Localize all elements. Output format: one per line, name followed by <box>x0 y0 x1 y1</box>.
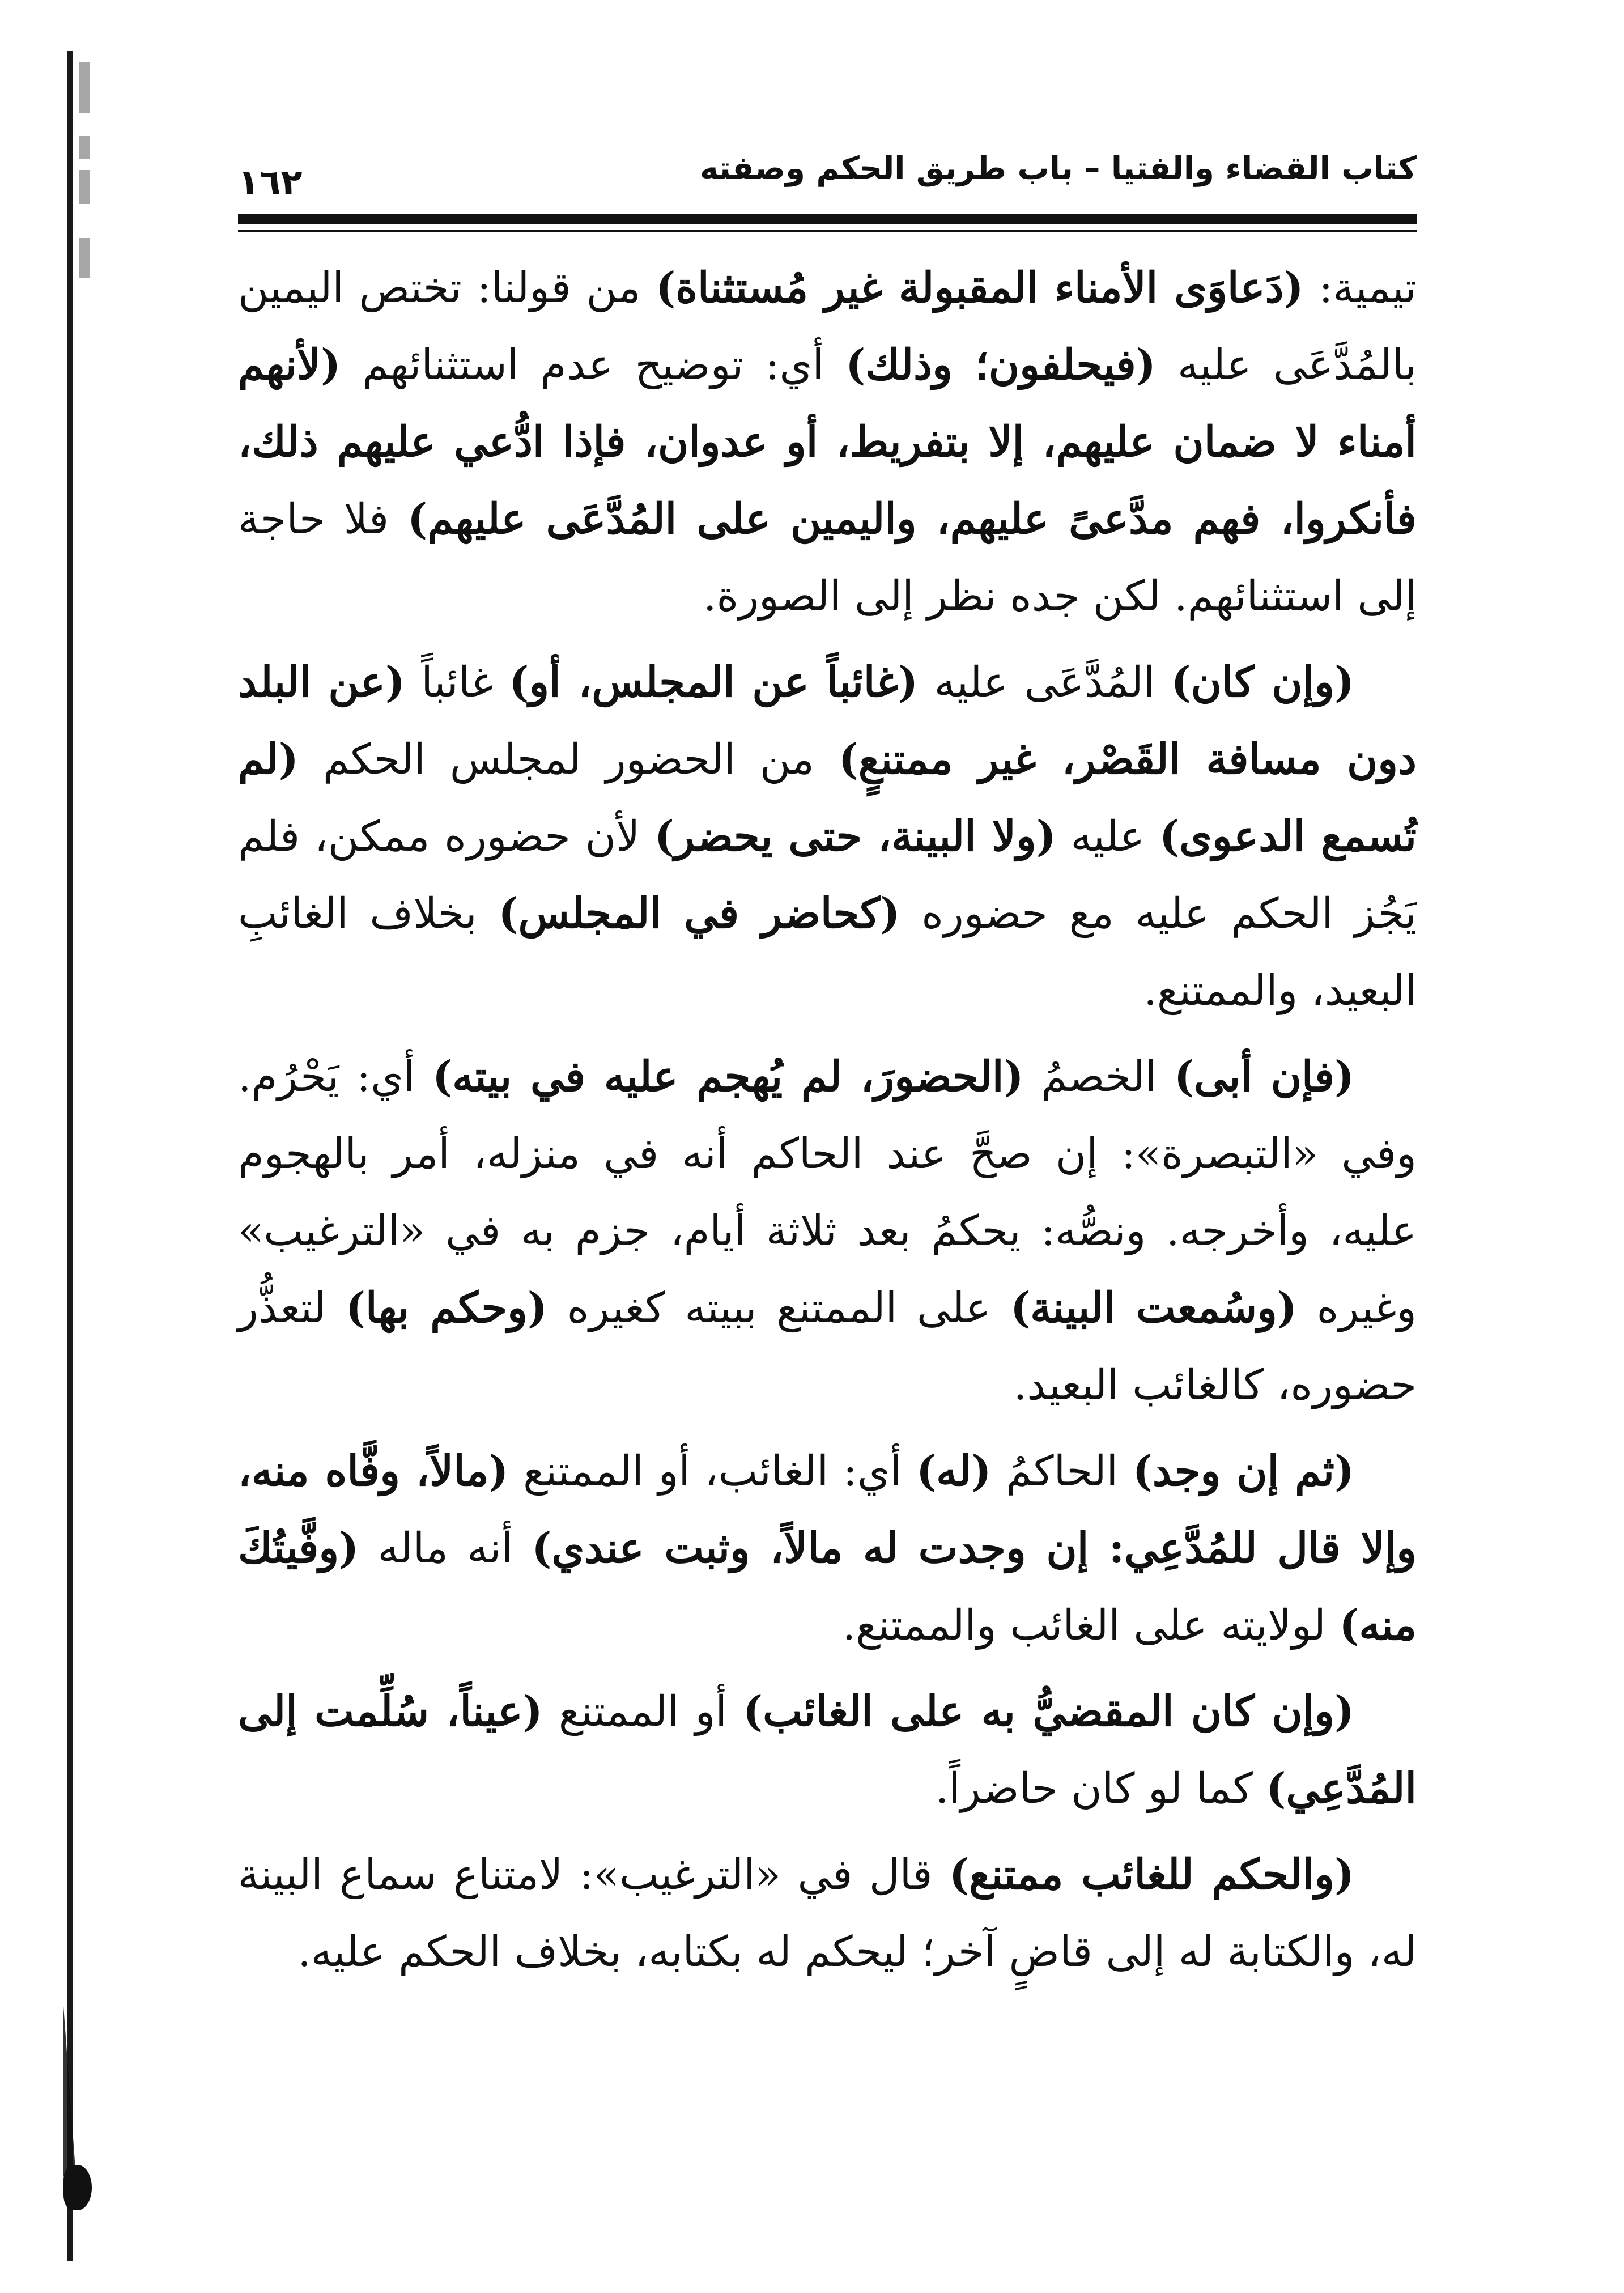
scan-gutter-line <box>67 51 73 2261</box>
text-segment: عليه <box>1056 812 1159 861</box>
text-segment: قال في «الترغيب»: لامتناع سماع البينة له، والكتابة له إلى قاضٍ آخر؛ ليحكم له بكتابه، بخلاف الحكم عليه. <box>238 1850 1417 1976</box>
bold-text-segment: (مالاً، وفَّاه منه، وإلا قال للمُدَّعِي: إن وجدت له مالاً، وثبت عندي) <box>238 1447 1417 1573</box>
text-segment: أي: الغائب، أو الممتنع <box>508 1447 917 1496</box>
paragraph <box>238 1673 1417 1827</box>
bold-text-segment: (ولا البينة، حتى يحضر) <box>654 812 1056 861</box>
bold-text-segment: (له) <box>916 1447 992 1496</box>
page-number: ١٦٢ <box>238 162 303 203</box>
text-segment: غائباً <box>405 658 509 707</box>
bold-text-segment: (فيحلفون؛ وذلك) <box>845 341 1156 389</box>
bold-text-segment: (الحضورَ، لم يُهجم عليه في بيته) <box>432 1052 1024 1101</box>
bold-text-segment: (لم تُسمع الدعوى) <box>238 735 1417 861</box>
paragraph <box>238 644 1417 1029</box>
text-segment: بخلاف الغائبِ البعيد، والممتنع. <box>238 889 1417 1015</box>
text-segment: لتعذُّر حضوره، كالغائب البعيد. <box>238 1284 1417 1409</box>
text-segment: أو الممتنع <box>542 1687 743 1736</box>
text-segment: الحاكمُ <box>991 1447 1133 1496</box>
text-segment: الخصمُ <box>1023 1052 1175 1101</box>
scan-gutter-mark <box>79 170 90 204</box>
text-segment: كما لو كان حاضراً. <box>935 1764 1266 1813</box>
scan-gutter-edge <box>63 2006 88 2176</box>
scan-gutter-edge <box>63 2165 92 2210</box>
bold-text-segment: (والحكم للغائب ممتنع) <box>949 1850 1354 1899</box>
scan-gutter-mark <box>79 136 90 159</box>
bold-text-segment: (وإن كان المقضيُّ به على الغائب) <box>743 1687 1355 1736</box>
paragraph <box>238 1038 1417 1424</box>
text-segment: لأن حضوره ممكن، فلم يَجُز الحكم عليه مع حضوره <box>238 812 1417 938</box>
header-rule-thick <box>238 214 1417 224</box>
bold-text-segment: (لأنهم أمناء لا ضمان عليهم، إلا بتفريط، أو عدوان، فإذا ادُّعي عليهم ذلك، فأنكروا، فهم مدَّعىً عليهم، واليمين على المُدَّعَى عليهم) <box>238 341 1417 543</box>
running-header <box>238 145 1417 207</box>
text-segment: تيمية: <box>1303 264 1417 312</box>
bold-text-segment: (وحكم بها) <box>345 1284 547 1332</box>
header-rule-thin <box>238 230 1417 232</box>
text-segment: أنه ماله <box>359 1524 532 1573</box>
bold-text-segment: (فإن أبى) <box>1174 1052 1354 1101</box>
bold-text-segment: (وفَّيتُكَ منه) <box>238 1524 1417 1650</box>
bold-text-segment: (دَعاوَى الأمناء المقبولة غير مُستثناة) <box>656 264 1304 312</box>
text-segment: أي: يَحْرُم. وفي «التبصرة»: إن صحَّ عند الحاكم أنه في منزله، أمر بالهجوم عليه، وأخرجه. ونصُّه: يحكمُ بعد ثلاثة أيام، جزم به في «الترغيب» وغيره <box>238 1052 1417 1332</box>
paragraph <box>238 249 1417 635</box>
text-segment: المُدَّعَى عليه <box>918 658 1171 707</box>
bold-text-segment: (كحاضر في المجلس) <box>498 889 900 938</box>
header-title: كتاب القضاء والفتيا – باب طريق الحكم وصفته <box>699 150 1417 187</box>
bold-text-segment: (عن البلد دون مسافة القَصْر، غير ممتنعٍ) <box>238 658 1417 784</box>
text-segment: فلا حاجة إلى استثنائهم. لكن جده نظر إلى الصورة. <box>238 495 1417 621</box>
scan-gutter-mark <box>79 62 90 113</box>
paragraph <box>238 1836 1417 1990</box>
scan-gutter-mark <box>79 238 90 278</box>
bold-text-segment: (وسُمعت البينة) <box>1010 1284 1297 1332</box>
bold-text-segment: (وإن كان) <box>1171 658 1355 707</box>
text-segment: من الحضور لمجلس الحكم <box>298 735 839 784</box>
text-segment: أي: توضيح عدم استثنائهم <box>341 341 846 389</box>
bold-text-segment: (عيناً، سُلِّمت إلى المُدَّعِي) <box>238 1687 1417 1813</box>
text-segment: من قولنا: تختص اليمين بالمُدَّعَى عليه <box>238 264 1417 389</box>
text-segment: على الممتنع ببيته كغيره <box>547 1284 1011 1332</box>
bold-text-segment: (غائباً عن المجلس، أو) <box>509 658 919 707</box>
bold-text-segment: (ثم إن وجد) <box>1132 1447 1355 1496</box>
body-text <box>238 249 1417 1999</box>
paragraph <box>238 1433 1417 1664</box>
text-segment: لولايته على الغائب والممتنع. <box>842 1601 1340 1650</box>
